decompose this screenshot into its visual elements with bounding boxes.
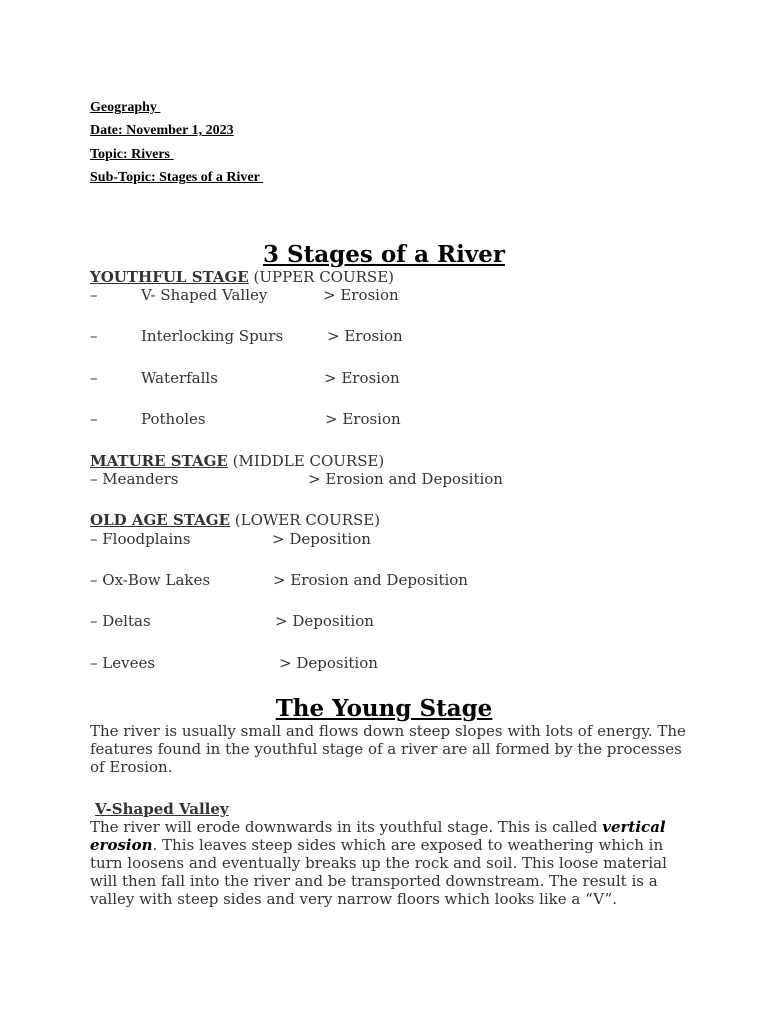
feature-label: – Deltas (90, 612, 151, 630)
youthful-stage-course: (UPPER COURSE) (248, 268, 394, 286)
bullet-dash: – (90, 410, 98, 428)
feature-label: Potholes (141, 410, 206, 428)
date-label: Date: November 1, 2023 (90, 123, 234, 138)
old-age-stage-heading (90, 511, 380, 529)
feature-label: – Meanders (90, 470, 179, 488)
bullet-dash: – (90, 286, 98, 304)
document-title: 3 Stages of a River (263, 241, 505, 268)
process-label: > Deposition (275, 612, 374, 630)
mature-stage-name: MATURE STAGE (90, 452, 228, 470)
process-label: > Erosion and Deposition (308, 470, 503, 488)
process-label: > Erosion and Deposition (273, 571, 468, 589)
youthful-stage-heading (90, 268, 394, 286)
process-label: > Erosion (327, 327, 403, 345)
paragraph-text: The river will erode downwards in its youthful stage. This is called (90, 818, 603, 836)
body-paragraph (90, 818, 690, 908)
process-label: > Erosion (325, 410, 401, 428)
subject-label: Geography (90, 100, 161, 115)
process-label: > Erosion (324, 369, 400, 387)
mature-stage-heading (90, 452, 384, 470)
feature-label: – Floodplains (90, 530, 191, 548)
feature-label: – Levees (90, 654, 156, 672)
emphasis-term: vertical erosion (90, 818, 666, 854)
process-label: > Deposition (279, 654, 378, 672)
feature-label: V- Shaped Valley (141, 286, 268, 304)
youthful-stage-name: YOUTHFUL STAGE (90, 268, 249, 286)
subtopic-label: Sub-Topic: Stages of a River (90, 170, 264, 185)
feature-label: Waterfalls (141, 369, 218, 387)
section-heading: The Young Stage (275, 695, 493, 722)
paragraph-text: . This leaves steep sides which are exposed to weathering which in turn loosens and eventually breaks up the rock and soil. This loose material will then fall into the river and be transported downstream. The result is a valley with steep sides and very narrow floors which looks like a “V”. (90, 836, 667, 908)
feature-label: – Ox-Bow Lakes (90, 571, 211, 589)
bullet-dash: – (90, 369, 98, 387)
mature-stage-course: (MIDDLE COURSE) (227, 452, 385, 470)
old-age-stage-course: (LOWER COURSE) (230, 511, 381, 529)
process-label: > Deposition (272, 530, 371, 548)
process-label: > Erosion (323, 286, 399, 304)
feature-label: Interlocking Spurs (141, 327, 284, 345)
topic-label: Topic: Rivers (90, 147, 174, 162)
bullet-dash: – (90, 327, 98, 345)
old-age-stage-name: OLD AGE STAGE (90, 511, 231, 529)
subsection-heading: V-Shaped Valley (95, 800, 229, 818)
intro-paragraph: The river is usually small and flows down steep slopes with lots of energy. The features found in the youthful stage of a river are all formed by the processes of Erosion. (90, 722, 686, 776)
